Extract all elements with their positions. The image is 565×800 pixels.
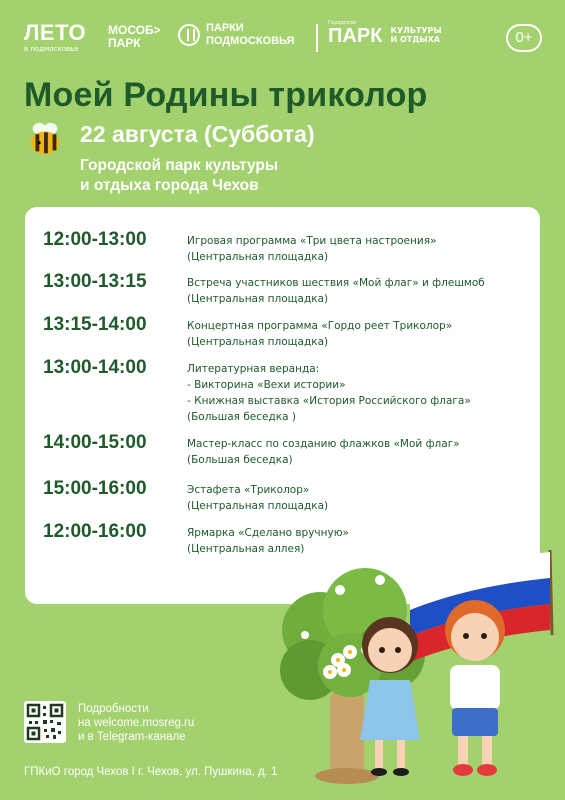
schedule-time: 12:00-16:00 [43,521,147,542]
city-park-side1: КУЛЬТУРЫ [390,26,442,35]
city-park-big: ПАРК [328,25,383,47]
schedule-time: 13:00-14:00 [43,357,147,378]
schedule-line: - Викторина «Вехи истории» [187,379,346,391]
parki-line1: ПАРКИ [206,22,244,34]
schedule-time: 13:00-13:15 [43,271,147,292]
schedule-time: 15:00-16:00 [43,478,147,499]
schedule-description [187,275,532,307]
qr-code[interactable] [24,701,66,743]
leto-logo-subtitle: в подмосковье [24,45,79,53]
age-rating-badge: 0+ [506,24,542,52]
leto-logo-title: ЛЕТО [24,20,87,45]
footer-address: ГПКиО город Чехов I г. Чехов, ул. Пушкина, д. 1 [24,766,278,778]
logo-divider [316,24,318,52]
city-park-side2: И ОТДЫХА [390,35,440,44]
header [0,16,565,64]
schedule-time: 12:00-13:00 [43,229,147,250]
leto-logo[interactable] [24,22,86,53]
schedule-line: Эстафета «Триколор» [187,484,310,496]
schedule-line: (Центральная площадка) [187,500,329,512]
boy-with-flag-icon [445,600,505,776]
schedule-line: (Центральная площадка) [187,336,329,348]
venue-line1: Городской парк культуры [80,157,279,174]
bee-icon [26,120,64,158]
qr-code-icon [24,701,66,743]
parki-text [206,22,294,48]
schedule-line: Мастер-класс по созданию флажков «Мой флаг» [187,438,460,450]
page-title: Моей Родины триколор [24,76,428,114]
schedule-line: - Книжная выставка «История Российского флага» [187,395,471,407]
event-date: 22 августа (Суббота) [80,121,315,147]
schedule-description [187,436,532,468]
schedule-description [187,361,532,425]
footer-info [78,702,194,744]
schedule-description [187,318,532,350]
city-park-side [390,26,441,44]
schedule-line: Концертная программа «Гордо реет Триколор» [187,320,453,332]
schedule-description [187,233,532,265]
schedule-line: Игровая программа «Три цвета настроения» [187,235,437,247]
schedule-line: (Центральная аллея) [187,543,305,555]
footer-info-line1: Подробности [78,703,149,715]
parki-podmoskovya-logo[interactable] [178,22,294,48]
mosobpark-line2: ПАРК [108,36,141,50]
park-emblem-icon [178,24,200,46]
parki-line2: ПОДМОСКОВЬЯ [206,35,295,47]
venue-line2: и отдыха города Чехов [80,177,259,194]
mosobpark-line1: МОСОБ> [108,23,161,37]
city-park-tiny: Городской [328,20,356,26]
event-venue [80,156,278,196]
footer-website-link[interactable]: на welcome.mosreg.ru [78,717,195,729]
city-park-logo[interactable] [328,20,442,46]
mosobpark-logo[interactable] [108,24,161,50]
schedule-time: 13:15-14:00 [43,314,147,335]
children-with-flag-illustration [270,540,565,800]
footer-telegram-line: и в Telegram-канале [78,731,186,743]
schedule-line: (Большая беседка ) [187,411,296,423]
schedule-line: (Большая беседка) [187,454,293,466]
schedule-line: Ярмарка «Сделано вручную» [187,527,349,539]
schedule-line: (Центральная площадка) [187,293,329,305]
schedule-time: 14:00-15:00 [43,432,147,453]
schedule-description [187,482,532,514]
schedule-line: Литературная веранда: [187,363,320,375]
schedule-line: Встреча участников шествия «Мой флаг» и флешмоб [187,277,485,289]
schedule-line: (Центральная площадка) [187,251,329,263]
